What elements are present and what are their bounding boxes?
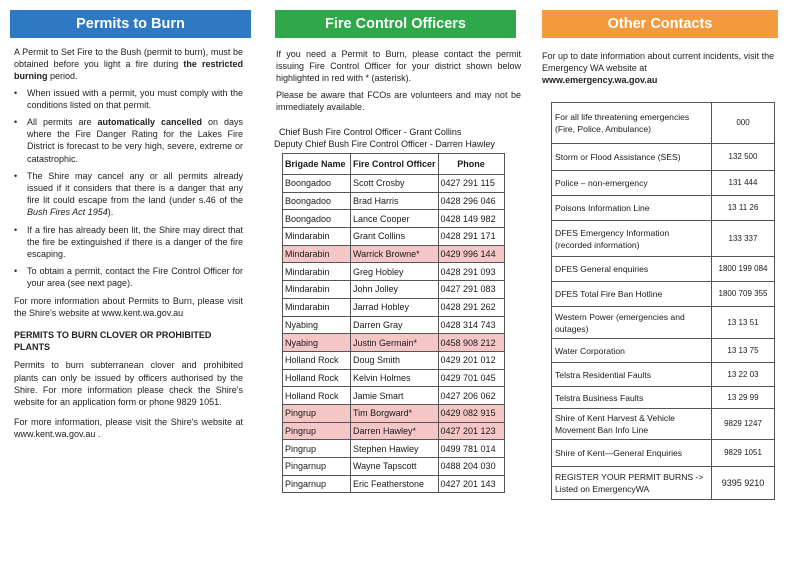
fco-column	[270, 10, 524, 490]
fco-table	[282, 153, 505, 493]
emergency-wa-link[interactable]: www.emergency.wa.gov.au	[542, 75, 658, 86]
fco-table-row	[283, 228, 505, 246]
bullet-icon: •	[14, 266, 18, 277]
contact-name: Shire of Kent—General Enquiries	[552, 440, 712, 467]
contact-name: Telstra Business Faults	[552, 387, 712, 409]
fco-table-row	[283, 192, 505, 210]
fco-table-header	[283, 154, 505, 175]
contact-row	[552, 409, 775, 440]
fco-officer-cell: Wayne Tapscott	[351, 458, 439, 476]
contact-number: 000	[712, 103, 775, 144]
contacts-intro: For up to date information about current incidents, visit the Emergency WA website at www.emergency.wa.gov.au	[542, 50, 782, 87]
fco-phone-cell: 0428 291 171	[438, 228, 504, 246]
fco-table-row	[283, 175, 505, 193]
fco-table-row	[283, 475, 505, 493]
contact-number: 9829 1247	[712, 409, 775, 440]
contact-name: Storm or Flood Assistance (SES)	[552, 144, 712, 171]
contact-number: 133 337	[712, 221, 775, 257]
fco-phone-cell: 0427 201 123	[438, 422, 504, 440]
fco-table-row	[283, 210, 505, 228]
fco-brigade-cell: Nyabing	[283, 316, 351, 334]
fco-brigade-cell: Boongadoo	[283, 175, 351, 193]
fco-intro	[276, 48, 521, 117]
contact-name: REGISTER YOUR PERMIT BURNS -> Listed on EmergencyWA	[552, 467, 712, 500]
fco-officer-cell: Justin Germain*	[351, 334, 439, 352]
fco-phone-cell: 0428 291 262	[438, 298, 504, 316]
fco-officer-cell: Tim Borgward*	[351, 404, 439, 422]
fco-brigade-cell: Mindarabin	[283, 298, 351, 316]
contact-name: Poisons Information Line	[552, 196, 712, 221]
fco-phone-cell: 0427 206 062	[438, 387, 504, 405]
fco-officer-cell: Eric Featherstone	[351, 475, 439, 493]
contact-number: 1800 709 355	[712, 282, 775, 307]
contact-row	[552, 467, 775, 500]
bullet-item: • When issued with a permit, you must comply with the conditions listed on that permit.	[14, 87, 243, 110]
fco-phone-cell: 0428 296 046	[438, 192, 504, 210]
fco-officer-cell: Stephen Hawley	[351, 440, 439, 458]
fco-brigade-cell: Mindarabin	[283, 228, 351, 246]
fco-paragraph-2: Please be aware that FCOs are volunteers and may not be immediately available.	[276, 89, 521, 112]
permits-title: Permits to Burn	[10, 10, 251, 38]
contact-name: DFES Total Fire Ban Hotline	[552, 282, 712, 307]
fco-officer-cell: Kelvin Holmes	[351, 369, 439, 387]
contact-name: Western Power (emergencies and outages)	[552, 307, 712, 339]
contact-number: 13 22 03	[712, 363, 775, 387]
fco-table-row	[283, 458, 505, 476]
fco-table-row	[283, 334, 505, 352]
contact-row	[552, 387, 775, 409]
contacts-column	[538, 10, 783, 494]
bullet-item: • The Shire may cancel any or all permits already issued if it considers that there is a danger that any fire lit could escape from the land (under s.46 of the Bush Fires Act 1954).	[14, 170, 243, 218]
permits-bullet-list	[14, 87, 243, 290]
fco-table-row	[283, 422, 505, 440]
fco-phone-cell: 0458 908 212	[438, 334, 504, 352]
chief-officers	[274, 127, 524, 150]
contact-number: 13 13 75	[712, 339, 775, 363]
clover-text: Permits to burn subterranean clover and prohibited plants can only be issued by officers authorised by the Shire. For more information please check the Shire's website for an application form or phone 9829 1051.	[14, 360, 243, 408]
fco-table-row	[283, 263, 505, 281]
header-officer: Fire Control Officer	[351, 154, 439, 175]
fco-phone-cell: 0488 204 030	[438, 458, 504, 476]
fco-officer-cell: Darren Gray	[351, 316, 439, 334]
fco-brigade-cell: Pingarnup	[283, 458, 351, 476]
fco-brigade-cell: Mindarabin	[283, 281, 351, 299]
contacts-table	[551, 102, 775, 500]
permits-intro: A Permit to Set Fire to the Bush (permit to burn), must be obtained before you light a fire during the restricted burning period.	[14, 47, 243, 82]
contact-name: Water Corporation	[552, 339, 712, 363]
fco-officer-cell: Scott Crosby	[351, 175, 439, 193]
fco-brigade-cell: Holland Rock	[283, 369, 351, 387]
fco-table-row	[283, 245, 505, 263]
fco-phone-cell: 0499 781 014	[438, 440, 504, 458]
bullet-icon: •	[14, 224, 18, 235]
fco-brigade-cell: Boongadoo	[283, 192, 351, 210]
fco-officer-cell: Doug Smith	[351, 351, 439, 369]
contact-row	[552, 221, 775, 257]
fco-officer-cell: Greg Hobley	[351, 263, 439, 281]
bullet-item: • To obtain a permit, contact the Fire Control Officer for your area (see next page).	[14, 266, 243, 289]
fco-table-row	[283, 351, 505, 369]
header-phone: Phone	[438, 154, 504, 175]
fco-phone-cell: 0429 082 915	[438, 404, 504, 422]
fco-phone-cell: 0429 701 045	[438, 369, 504, 387]
contact-name: For all life threatening emergencies (Fire, Police, Ambulance)	[552, 103, 712, 144]
contacts-title: Other Contacts	[542, 10, 778, 38]
fco-phone-cell: 0427 291 115	[438, 175, 504, 193]
fco-phone-cell: 0429 201 012	[438, 351, 504, 369]
bullet-icon: •	[14, 117, 18, 128]
fco-table-row	[283, 369, 505, 387]
fco-table-row	[283, 387, 505, 405]
fco-brigade-cell: Pingarnup	[283, 475, 351, 493]
fco-paragraph-1: If you need a Permit to Burn, please contact the permit issuing Fire Control Officer for your district shown below highlighted in red with * (asterisk).	[276, 49, 521, 84]
fco-table-row	[283, 404, 505, 422]
bullet-item: • If a fire has already been lit, the Shire may direct that the fire be extinguished if there is a danger of the fire escaping.	[14, 224, 243, 260]
fco-table-row	[283, 440, 505, 458]
contact-row	[552, 144, 775, 171]
fco-title: Fire Control Officers	[275, 10, 516, 38]
bullet-item: • All permits are automatically cancelled on days where the Fire Danger Rating for the Lakes Fire District is forecast to be very high, severe, extreme or catastrophic.	[14, 117, 243, 164]
contact-row	[552, 307, 775, 339]
fco-officer-cell: Darren Hawley*	[351, 422, 439, 440]
contact-number: 13 11 26	[712, 196, 775, 221]
fco-brigade-cell: Pingrup	[283, 404, 351, 422]
contact-number: 131 444	[712, 171, 775, 196]
fco-brigade-cell: Nyabing	[283, 334, 351, 352]
contact-number: 132 500	[712, 144, 775, 171]
fco-phone-cell: 0428 314 743	[438, 316, 504, 334]
deputy-chief-officer: Deputy Chief Bush Fire Control Officer - Darren Hawley	[274, 138, 495, 149]
fco-brigade-cell: Holland Rock	[283, 387, 351, 405]
contact-row	[552, 196, 775, 221]
fco-phone-cell: 0427 201 143	[438, 475, 504, 493]
fco-phone-cell: 0429 996 144	[438, 245, 504, 263]
contact-name: Police – non-emergency	[552, 171, 712, 196]
fco-brigade-cell: Pingrup	[283, 422, 351, 440]
permits-body	[14, 46, 243, 443]
fco-brigade-cell: Holland Rock	[283, 351, 351, 369]
fco-brigade-cell: Mindarabin	[283, 245, 351, 263]
contact-name: DFES Emergency Information (recorded information)	[552, 221, 712, 257]
contact-number: 1800 199 084	[712, 257, 775, 282]
fco-brigade-cell: Mindarabin	[283, 263, 351, 281]
contact-row	[552, 363, 775, 387]
permits-final-info: For more information, please visit the Shire's website at www.kent.wa.gov.au .	[14, 417, 243, 440]
bullet-icon: •	[14, 87, 18, 98]
clover-heading: PERMITS TO BURN CLOVER OR PROHIBITED PLANTS	[14, 330, 212, 353]
fco-brigade-cell: Boongadoo	[283, 210, 351, 228]
fco-phone-cell: 0427 291 083	[438, 281, 504, 299]
fco-phone-cell: 0428 291 093	[438, 263, 504, 281]
contact-row	[552, 257, 775, 282]
fco-table-row	[283, 298, 505, 316]
fco-table-row	[283, 281, 505, 299]
permits-column	[10, 10, 251, 440]
contact-row	[552, 103, 775, 144]
fco-officer-cell: Jarrad Hobley	[351, 298, 439, 316]
fco-table-row	[283, 316, 505, 334]
contact-number: 9829 1051	[712, 440, 775, 467]
contact-name: Shire of Kent Harvest & Vehicle Movement Ban Info Line	[552, 409, 712, 440]
contact-name: DFES General enquiries	[552, 257, 712, 282]
bullet-icon: •	[14, 170, 18, 181]
contact-row	[552, 282, 775, 307]
contact-number: 13 13 51	[712, 307, 775, 339]
fco-phone-cell: 0428 149 982	[438, 210, 504, 228]
fco-officer-cell: Lance Cooper	[351, 210, 439, 228]
contact-number: 9395 9210	[712, 467, 775, 500]
fco-officer-cell: Warrick Browne*	[351, 245, 439, 263]
contact-row	[552, 440, 775, 467]
header-brigade: Brigade Name	[283, 154, 351, 175]
contact-number: 13 29 99	[712, 387, 775, 409]
chief-officer: Chief Bush Fire Control Officer - Grant Collins	[279, 127, 462, 137]
permits-more-info: For more information about Permits to Burn, please visit the Shire's website at www.kent.wa.gov.au	[14, 295, 243, 318]
fco-officer-cell: John Jolley	[351, 281, 439, 299]
contact-name: Telstra Residential Faults	[552, 363, 712, 387]
contact-row	[552, 339, 775, 363]
fco-officer-cell: Brad Harris	[351, 192, 439, 210]
fco-officer-cell: Jamie Smart	[351, 387, 439, 405]
fco-brigade-cell: Pingrup	[283, 440, 351, 458]
contact-row	[552, 171, 775, 196]
fco-officer-cell: Grant Collins	[351, 228, 439, 246]
